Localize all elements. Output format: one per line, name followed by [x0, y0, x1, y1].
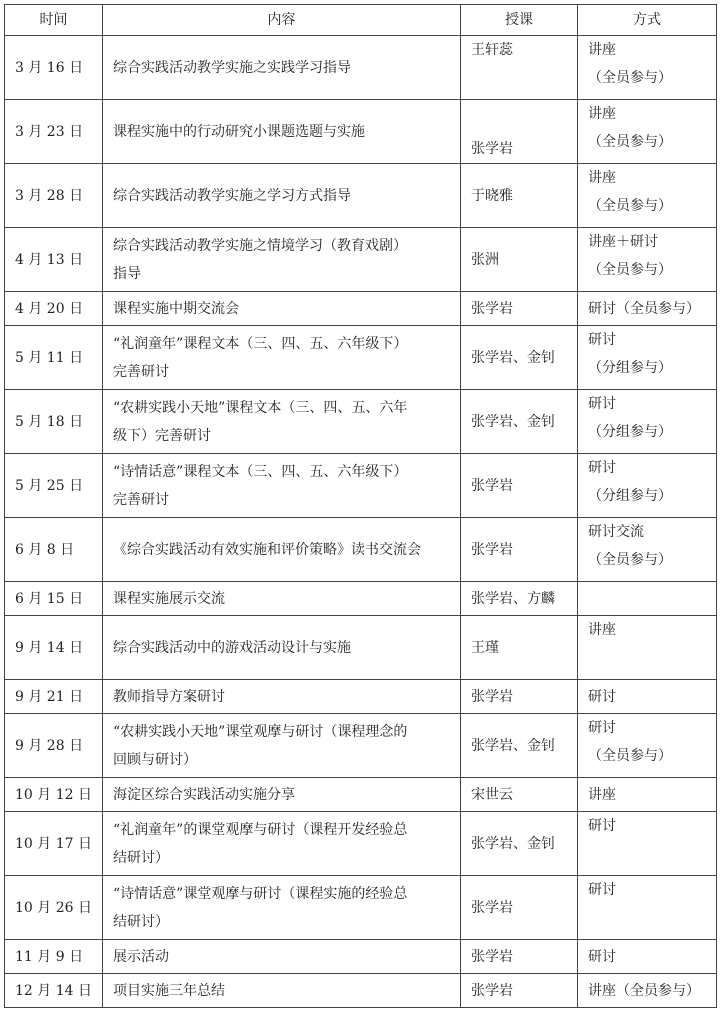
cell-teacher: 张学岩	[461, 292, 578, 326]
mode-line: 讲座	[588, 106, 616, 122]
content-line: “诗情话意”课程文本（三、四、五、六年级下）	[113, 463, 408, 480]
cell-mode	[578, 680, 717, 714]
cell-teacher: 王轩蕊	[461, 36, 578, 100]
cell-teacher: 宋世云	[461, 778, 578, 812]
cell-content	[103, 876, 461, 940]
cell-mode	[578, 326, 717, 390]
content-line: 综合实践活动教学实施之情境学习（教育戏剧）	[113, 237, 407, 254]
cell-mode	[578, 390, 717, 454]
cell-date: 10 月 26 日	[5, 876, 103, 940]
cell-content	[103, 390, 461, 454]
cell-mode	[578, 164, 717, 228]
mode-line: （分组参与）	[588, 488, 672, 504]
mode-line: 讲座（全员参与）	[588, 982, 700, 999]
mode-line: 讲座	[588, 170, 616, 186]
table-body	[5, 36, 717, 1008]
table-row	[5, 518, 717, 582]
cell-teacher: 张学岩	[461, 454, 578, 518]
content-line: 课程实施展示交流	[113, 590, 225, 607]
cell-date: 11 月 9 日	[5, 940, 103, 974]
cell-content	[103, 778, 461, 812]
cell-mode	[578, 714, 717, 778]
content-line: 《综合实践活动有效实施和评价策略》读书交流会	[113, 541, 421, 558]
table-row	[5, 680, 717, 714]
table-row	[5, 876, 717, 940]
cell-mode	[578, 974, 717, 1008]
mode-line: 研讨（全员参与）	[588, 300, 700, 317]
cell-teacher: 张学岩	[461, 680, 578, 714]
cell-mode	[578, 228, 717, 292]
cell-content	[103, 326, 461, 390]
table-row	[5, 714, 717, 778]
cell-date: 4 月 13 日	[5, 228, 103, 292]
cell-mode	[578, 876, 717, 940]
header-mode: 方式	[578, 5, 717, 36]
cell-mode	[578, 778, 717, 812]
cell-mode	[578, 940, 717, 974]
mode-line: （分组参与）	[588, 424, 672, 440]
table-row	[5, 292, 717, 326]
cell-content	[103, 454, 461, 518]
content-line: 完善研讨	[113, 363, 169, 380]
cell-teacher: 张洲	[461, 228, 578, 292]
cell-teacher: 王瑾	[461, 616, 578, 680]
cell-content	[103, 616, 461, 680]
cell-date: 5 月 25 日	[5, 454, 103, 518]
table-row	[5, 616, 717, 680]
mode-line: （全员参与）	[588, 134, 672, 150]
mode-line: 研讨	[588, 332, 616, 348]
cell-content	[103, 36, 461, 100]
content-line: 课程实施中的行动研究小课题选题与实施	[113, 123, 365, 140]
cell-content	[103, 974, 461, 1008]
cell-teacher: 张学岩、金钊	[461, 326, 578, 390]
cell-date: 3 月 16 日	[5, 36, 103, 100]
cell-date: 9 月 28 日	[5, 714, 103, 778]
table-row	[5, 582, 717, 616]
cell-content	[103, 164, 461, 228]
cell-teacher: 张学岩	[461, 518, 578, 582]
content-line: 项目实施三年总结	[113, 982, 225, 999]
content-line: “农耕实践小天地”课堂观摩与研讨（课程理念的	[113, 723, 408, 740]
table-row	[5, 940, 717, 974]
cell-content	[103, 228, 461, 292]
cell-teacher: 张学岩	[461, 876, 578, 940]
cell-teacher: 张学岩、金钊	[461, 714, 578, 778]
cell-date: 6 月 8 日	[5, 518, 103, 582]
mode-line: （全员参与）	[588, 198, 672, 214]
content-line: “农耕实践小天地”课程文本（三、四、五、六年	[113, 399, 408, 416]
mode-line: （全员参与）	[588, 748, 672, 764]
cell-content	[103, 812, 461, 876]
cell-date: 4 月 20 日	[5, 292, 103, 326]
table-row	[5, 778, 717, 812]
content-line: 结研讨）	[113, 849, 169, 866]
header-content: 内容	[103, 5, 461, 36]
table-row	[5, 164, 717, 228]
mode-line: 研讨	[588, 882, 616, 898]
table-row	[5, 326, 717, 390]
mode-line: （全员参与）	[588, 262, 672, 278]
cell-date: 6 月 15 日	[5, 582, 103, 616]
table-row	[5, 100, 717, 164]
content-line: 结研讨）	[113, 913, 169, 930]
cell-content	[103, 714, 461, 778]
cell-date: 12 月 14 日	[5, 974, 103, 1008]
table-row	[5, 36, 717, 100]
cell-content	[103, 582, 461, 616]
cell-teacher: 张学岩、金钊	[461, 812, 578, 876]
cell-content	[103, 518, 461, 582]
cell-content	[103, 680, 461, 714]
content-line: 综合实践活动教学实施之学习方式指导	[113, 187, 351, 204]
cell-mode	[578, 100, 717, 164]
header-teacher: 授课	[461, 5, 578, 36]
content-line: 指导	[113, 265, 141, 282]
mode-line: 研讨	[588, 818, 616, 834]
mode-line: 研讨	[588, 720, 616, 736]
cell-date: 5 月 11 日	[5, 326, 103, 390]
mode-line: 讲座	[588, 42, 616, 58]
content-line: “礼润童年”的课堂观摩与研讨（课程开发经验总	[113, 821, 408, 838]
cell-teacher: 张学岩	[461, 100, 578, 164]
table-row	[5, 974, 717, 1008]
mode-line: 研讨	[588, 460, 616, 476]
cell-date: 5 月 18 日	[5, 390, 103, 454]
table-row	[5, 812, 717, 876]
cell-mode	[578, 616, 717, 680]
cell-content	[103, 292, 461, 326]
content-line: 完善研讨	[113, 491, 169, 508]
content-line: 海淀区综合实践活动实施分享	[113, 786, 295, 803]
cell-mode	[578, 518, 717, 582]
content-line: 级下）完善研讨	[113, 427, 211, 444]
cell-date: 10 月 12 日	[5, 778, 103, 812]
table-row	[5, 390, 717, 454]
cell-teacher: 张学岩	[461, 940, 578, 974]
header-row	[5, 5, 717, 36]
mode-line: 研讨	[588, 948, 616, 965]
cell-date: 3 月 28 日	[5, 164, 103, 228]
header-date: 时间	[5, 5, 103, 36]
mode-line: 研讨交流	[588, 524, 644, 540]
cell-teacher: 张学岩、金钊	[461, 390, 578, 454]
table-row	[5, 454, 717, 518]
cell-teacher: 张学岩	[461, 974, 578, 1008]
mode-line: 研讨	[588, 688, 616, 705]
cell-date: 3 月 23 日	[5, 100, 103, 164]
cell-teacher: 于晓雅	[461, 164, 578, 228]
cell-mode	[578, 36, 717, 100]
content-line: 展示活动	[113, 948, 169, 965]
content-line: 教师指导方案研讨	[113, 688, 225, 705]
mode-line: 讲座	[588, 622, 616, 638]
mode-line: （全员参与）	[588, 70, 672, 86]
table-row	[5, 228, 717, 292]
cell-date: 9 月 14 日	[5, 616, 103, 680]
cell-mode	[578, 454, 717, 518]
mode-line: （全员参与）	[588, 552, 672, 568]
cell-date: 9 月 21 日	[5, 680, 103, 714]
cell-content	[103, 940, 461, 974]
content-line: 课程实施中期交流会	[113, 300, 239, 317]
content-line: 综合实践活动教学实施之实践学习指导	[113, 59, 351, 76]
content-line: 综合实践活动中的游戏活动设计与实施	[113, 639, 351, 656]
cell-date: 10 月 17 日	[5, 812, 103, 876]
cell-teacher: 张学岩、方麟	[461, 582, 578, 616]
content-line: “礼润童年”课程文本（三、四、五、六年级下）	[113, 335, 408, 352]
content-line: 回顾与研讨）	[113, 751, 197, 768]
cell-mode	[578, 292, 717, 326]
mode-line: 讲座	[588, 786, 616, 803]
cell-mode	[578, 812, 717, 876]
cell-mode	[578, 582, 717, 616]
mode-line: 研讨	[588, 396, 616, 412]
mode-line: 讲座＋研讨	[588, 234, 658, 250]
cell-content	[103, 100, 461, 164]
mode-line: （分组参与）	[588, 360, 672, 376]
content-line: “诗情话意”课堂观摩与研讨（课程实施的经验总	[113, 885, 408, 902]
schedule-table	[4, 4, 717, 1008]
